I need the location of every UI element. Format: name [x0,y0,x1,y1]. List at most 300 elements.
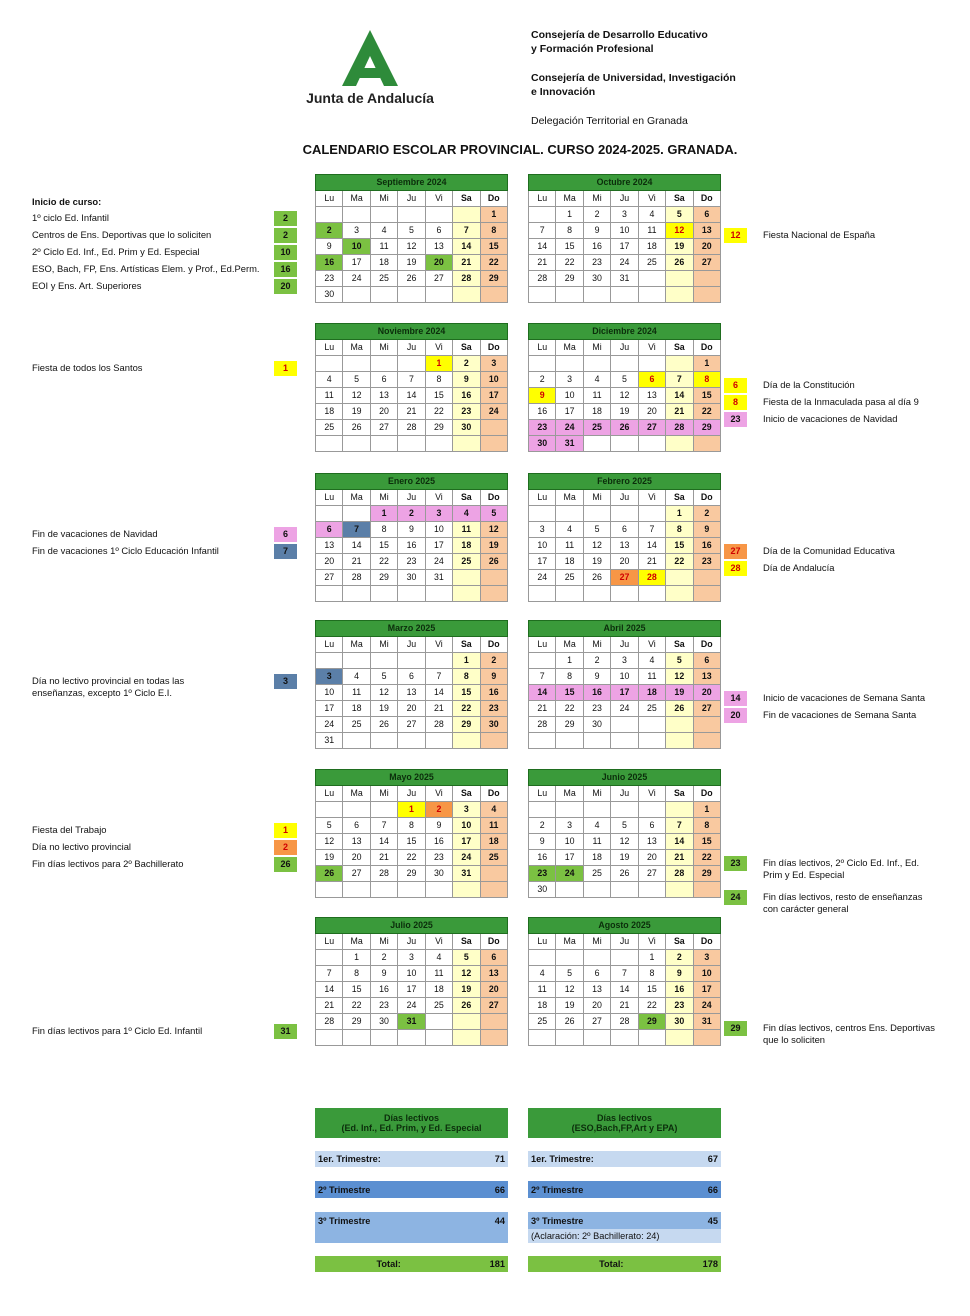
day-cell: 11 [583,834,610,850]
day-cell: 12 [398,239,425,255]
day-cell: 11 [556,538,583,554]
day-cell: 29 [343,1014,370,1030]
day-cell: 16 [425,834,452,850]
month-4 [528,323,721,452]
left-note: Inicio de curso: [32,196,102,207]
day-cell [529,586,556,602]
day-cell: 4 [638,207,665,223]
day-cell: 9 [529,834,556,850]
day-cell: 18 [343,701,370,717]
day-cell: 8 [425,372,452,388]
day-cell: 29 [453,717,480,733]
day-cell: 4 [638,653,665,669]
day-cell [425,882,452,898]
day-cell: 17 [529,554,556,570]
day-cell: 25 [453,554,480,570]
day-cell [480,570,507,586]
weekday-header: Mi [583,786,610,802]
day-cell: 29 [425,420,452,436]
day-cell [611,356,638,372]
day-cell: 19 [583,554,610,570]
legend-badge: 23 [724,856,747,871]
day-cell: 22 [693,850,720,866]
day-cell: 20 [316,554,343,570]
day-cell: 27 [316,570,343,586]
day-cell [529,802,556,818]
day-cell [370,653,397,669]
logo-text: Junta de Andalucía [306,90,434,106]
day-cell: 8 [666,522,693,538]
right-note: Fin días lectivos, centros Ens. Deportivas que lo soliciten [763,1022,935,1045]
day-cell: 18 [583,404,610,420]
day-cell: 9 [693,522,720,538]
day-cell: 7 [666,372,693,388]
day-cell: 8 [693,372,720,388]
day-cell: 28 [638,570,665,586]
day-cell: 27 [638,866,665,882]
weekday-header: Sa [453,637,480,653]
day-cell [453,1030,480,1046]
day-cell [611,950,638,966]
weekday-header: Ma [343,637,370,653]
day-cell [343,287,370,303]
day-cell: 24 [480,404,507,420]
day-cell: 9 [316,239,343,255]
day-cell: 6 [343,818,370,834]
weekday-header: Do [693,191,720,207]
day-cell [693,733,720,749]
day-cell: 19 [611,404,638,420]
day-cell: 21 [453,255,480,271]
weekday-header: Ma [556,191,583,207]
day-cell [693,1030,720,1046]
day-cell: 17 [611,685,638,701]
weekday-header: Vi [425,934,452,950]
day-cell [529,287,556,303]
day-cell: 15 [556,685,583,701]
weekday-header: Do [480,490,507,506]
day-cell: 18 [425,982,452,998]
day-cell [370,436,397,452]
day-cell [316,506,343,522]
weekday-header: Mi [370,934,397,950]
day-cell: 19 [611,850,638,866]
day-cell: 12 [343,388,370,404]
day-cell [666,882,693,898]
day-cell: 29 [638,1014,665,1030]
day-cell: 20 [398,701,425,717]
weekday-header: Mi [370,490,397,506]
day-cell: 13 [343,834,370,850]
day-cell: 9 [425,818,452,834]
month-2 [528,174,721,303]
day-cell [425,586,452,602]
day-cell: 10 [343,239,370,255]
day-cell: 27 [638,420,665,436]
day-cell: 1 [693,802,720,818]
left-note: 2º Ciclo Ed. Inf., Ed. Prim y Ed. Especial [32,246,200,257]
day-cell [583,287,610,303]
day-cell: 7 [453,223,480,239]
day-cell: 2 [398,506,425,522]
day-cell: 9 [583,223,610,239]
summary-label [315,1167,462,1181]
month-title: Enero 2025 [316,474,508,490]
legend-badge: 29 [724,1021,747,1036]
day-cell [480,420,507,436]
day-cell: 25 [638,701,665,717]
day-cell: 29 [370,570,397,586]
day-cell: 3 [556,818,583,834]
day-cell: 24 [693,998,720,1014]
day-cell: 23 [666,998,693,1014]
day-cell: 8 [370,522,397,538]
day-cell [693,717,720,733]
day-cell: 5 [343,372,370,388]
day-cell: 16 [480,685,507,701]
weekday-header: Vi [638,934,665,950]
day-cell [556,586,583,602]
day-cell: 1 [693,356,720,372]
day-cell: 27 [370,420,397,436]
legend-badge: 3 [274,674,297,689]
day-cell: 27 [583,1014,610,1030]
right-note: Fin días lectivos, resto de enseñanzas con carácter general [763,891,923,914]
day-cell [583,506,610,522]
summary-label: 2º Trimestre [318,1184,371,1195]
day-cell [343,802,370,818]
day-cell: 6 [480,950,507,966]
day-cell: 7 [666,818,693,834]
day-cell: 12 [666,669,693,685]
day-cell: 5 [666,653,693,669]
legend-badge: 7 [274,544,297,559]
day-cell [666,287,693,303]
day-cell: 7 [343,522,370,538]
day-cell: 15 [398,834,425,850]
weekday-header: Ju [398,934,425,950]
day-cell: 21 [666,850,693,866]
legend-badge: 27 [724,544,747,559]
right-note: Día de la Comunidad Educativa [763,545,895,556]
day-cell: 2 [583,207,610,223]
right-note: Fin días lectivos, 2º Ciclo Ed. Inf., Ed. Prim y Ed. Especial [763,857,920,880]
day-cell: 1 [453,653,480,669]
day-cell [398,586,425,602]
page-title: CALENDARIO ESCOLAR PROVINCIAL. CURSO 2024-2025. GRANADA. [302,142,738,157]
day-cell: 24 [556,420,583,436]
weekday-header: Ma [556,340,583,356]
day-cell: 19 [666,685,693,701]
day-cell: 9 [666,966,693,982]
day-cell: 6 [370,372,397,388]
org-line-1: Consejería de Desarrollo Educativo y Formación Profesional [531,29,708,55]
day-cell: 30 [398,570,425,586]
day-cell: 15 [425,388,452,404]
day-cell: 29 [480,271,507,287]
day-cell [343,207,370,223]
weekday-header: Lu [529,637,556,653]
day-cell: 14 [425,685,452,701]
day-cell: 2 [480,653,507,669]
right-note: Fin de vacaciones de Semana Santa [763,709,917,720]
day-cell [453,287,480,303]
day-cell [529,950,556,966]
day-cell [398,653,425,669]
day-cell: 10 [693,966,720,982]
weekday-header: Sa [453,490,480,506]
day-cell: 28 [529,271,556,287]
day-cell: 28 [529,717,556,733]
summary-label: (Aclaración: 2º Bachillerato: 24) [531,1231,660,1241]
summary-label: 3º Trimestre [318,1215,371,1226]
day-cell [370,207,397,223]
month-title: Mayo 2025 [316,770,508,786]
weekday-header: Lu [316,934,343,950]
day-cell [666,356,693,372]
day-cell: 11 [343,685,370,701]
day-cell: 14 [666,388,693,404]
legend-badge: 24 [724,890,747,905]
day-cell [556,506,583,522]
day-cell: 4 [529,966,556,982]
day-cell: 26 [666,255,693,271]
day-cell: 2 [425,802,452,818]
legend-badge: 28 [724,561,747,576]
day-cell [316,1030,343,1046]
day-cell: 20 [693,239,720,255]
day-cell: 31 [398,1014,425,1030]
day-cell: 7 [370,818,397,834]
weekday-header: Vi [425,786,452,802]
summary-value [695,1167,721,1181]
day-cell: 5 [316,818,343,834]
day-cell: 3 [398,950,425,966]
summary-label [315,1243,462,1256]
weekday-header: Mi [583,934,610,950]
summary-value [695,1198,721,1212]
day-cell [398,733,425,749]
day-cell: 9 [583,669,610,685]
weekday-header: Do [480,191,507,207]
day-cell [638,271,665,287]
legend-badge: 10 [274,245,297,260]
legend-badge: 31 [274,1024,297,1039]
day-cell [611,506,638,522]
day-cell: 23 [693,554,720,570]
day-cell: 17 [398,982,425,998]
weekday-header: Vi [425,637,452,653]
day-cell: 26 [480,554,507,570]
day-cell: 17 [693,982,720,998]
day-cell [666,436,693,452]
month-title: Febrero 2025 [529,474,721,490]
day-cell [480,882,507,898]
weekday-header: Ma [343,934,370,950]
day-cell [583,1030,610,1046]
day-cell: 15 [666,538,693,554]
day-cell: 18 [370,255,397,271]
day-cell [370,733,397,749]
day-cell: 4 [425,950,452,966]
weekday-header: Do [480,637,507,653]
day-cell: 11 [316,388,343,404]
summary-label [528,1243,695,1256]
month-title: Octubre 2024 [529,175,721,191]
day-cell: 11 [453,522,480,538]
left-note: Fin días lectivos para 2º Bachillerato [32,858,184,869]
day-cell [425,207,452,223]
day-cell: 27 [398,717,425,733]
weekday-header: Sa [453,786,480,802]
day-cell: 13 [425,239,452,255]
day-cell: 31 [316,733,343,749]
day-cell: 13 [693,223,720,239]
day-cell: 20 [638,850,665,866]
day-cell: 10 [529,538,556,554]
weekday-header: Lu [316,637,343,653]
day-cell: 17 [611,239,638,255]
day-cell: 3 [343,223,370,239]
day-cell: 12 [556,982,583,998]
day-cell: 13 [638,834,665,850]
day-cell: 27 [611,570,638,586]
day-cell [343,882,370,898]
day-cell: 11 [425,966,452,982]
day-cell: 16 [666,982,693,998]
day-cell: 17 [343,255,370,271]
day-cell: 2 [316,223,343,239]
day-cell: 5 [611,372,638,388]
right-note: Inicio de vacaciones de Navidad [763,413,898,424]
weekday-header: Lu [529,490,556,506]
day-cell: 7 [611,966,638,982]
weekday-header: Ju [611,490,638,506]
day-cell: 12 [370,685,397,701]
summary-label [528,1198,695,1212]
day-cell: 28 [370,866,397,882]
day-cell: 17 [425,538,452,554]
day-cell: 14 [529,239,556,255]
summary-label [315,1138,462,1151]
day-cell [638,717,665,733]
day-cell: 26 [611,420,638,436]
day-cell: 10 [453,818,480,834]
day-cell: 30 [583,271,610,287]
day-cell: 18 [638,685,665,701]
day-cell [480,1030,507,1046]
day-cell: 20 [480,982,507,998]
day-cell: 6 [611,522,638,538]
legend-badge: 6 [274,527,297,542]
day-cell [583,882,610,898]
day-cell: 6 [693,207,720,223]
day-cell: 26 [666,701,693,717]
weekday-header: Ma [343,191,370,207]
day-cell: 22 [343,998,370,1014]
day-cell: 15 [480,239,507,255]
day-cell: 15 [343,982,370,998]
day-cell: 30 [316,287,343,303]
weekday-header: Sa [666,191,693,207]
day-cell: 6 [398,669,425,685]
day-cell: 3 [693,950,720,966]
day-cell: 25 [316,420,343,436]
day-cell [343,733,370,749]
weekday-header: Sa [666,637,693,653]
weekday-header: Mi [370,637,397,653]
day-cell: 3 [611,653,638,669]
day-cell: 20 [343,850,370,866]
weekday-header: Ju [398,191,425,207]
day-cell: 31 [556,436,583,452]
day-cell [529,506,556,522]
day-cell: 16 [453,388,480,404]
legend-badge: 16 [274,262,297,277]
month-11 [315,917,508,1046]
day-cell: 18 [453,538,480,554]
summary-label [315,1229,462,1243]
day-cell: 6 [316,522,343,538]
day-cell [453,436,480,452]
day-cell: 3 [425,506,452,522]
day-cell: 14 [529,685,556,701]
day-cell: 11 [638,223,665,239]
day-cell [316,653,343,669]
day-cell: 5 [666,207,693,223]
summary-value: 67 [707,1154,718,1164]
summary-label: 1er. Trimestre: [318,1154,381,1164]
day-cell [370,287,397,303]
day-cell [556,882,583,898]
weekday-header: Mi [370,191,397,207]
weekday-header: Sa [666,786,693,802]
day-cell [316,586,343,602]
day-cell: 23 [583,255,610,271]
day-cell: 13 [693,669,720,685]
weekday-header: Mi [370,340,397,356]
day-cell: 17 [480,388,507,404]
day-cell [453,586,480,602]
day-cell [666,570,693,586]
day-cell: 3 [453,802,480,818]
left-note: Fin días lectivos para 1º Ciclo Ed. Infantil [32,1025,203,1036]
day-cell: 10 [556,834,583,850]
day-cell: 12 [583,538,610,554]
weekday-header: Ju [398,637,425,653]
day-cell: 17 [453,834,480,850]
day-cell [556,287,583,303]
day-cell: 26 [556,1014,583,1030]
day-cell: 18 [583,850,610,866]
day-cell [480,586,507,602]
day-cell: 19 [480,538,507,554]
legend-badge: 20 [274,279,297,294]
day-cell: 22 [638,998,665,1014]
day-cell: 3 [316,669,343,685]
day-cell [611,436,638,452]
day-cell [556,950,583,966]
day-cell: 14 [398,388,425,404]
day-cell: 16 [583,685,610,701]
day-cell: 19 [316,850,343,866]
summary-label: 3º Trimestre [531,1215,584,1226]
day-cell: 21 [316,998,343,1014]
weekday-header: Vi [638,490,665,506]
day-cell: 16 [370,982,397,998]
day-cell: 18 [556,554,583,570]
day-cell: 15 [638,982,665,998]
